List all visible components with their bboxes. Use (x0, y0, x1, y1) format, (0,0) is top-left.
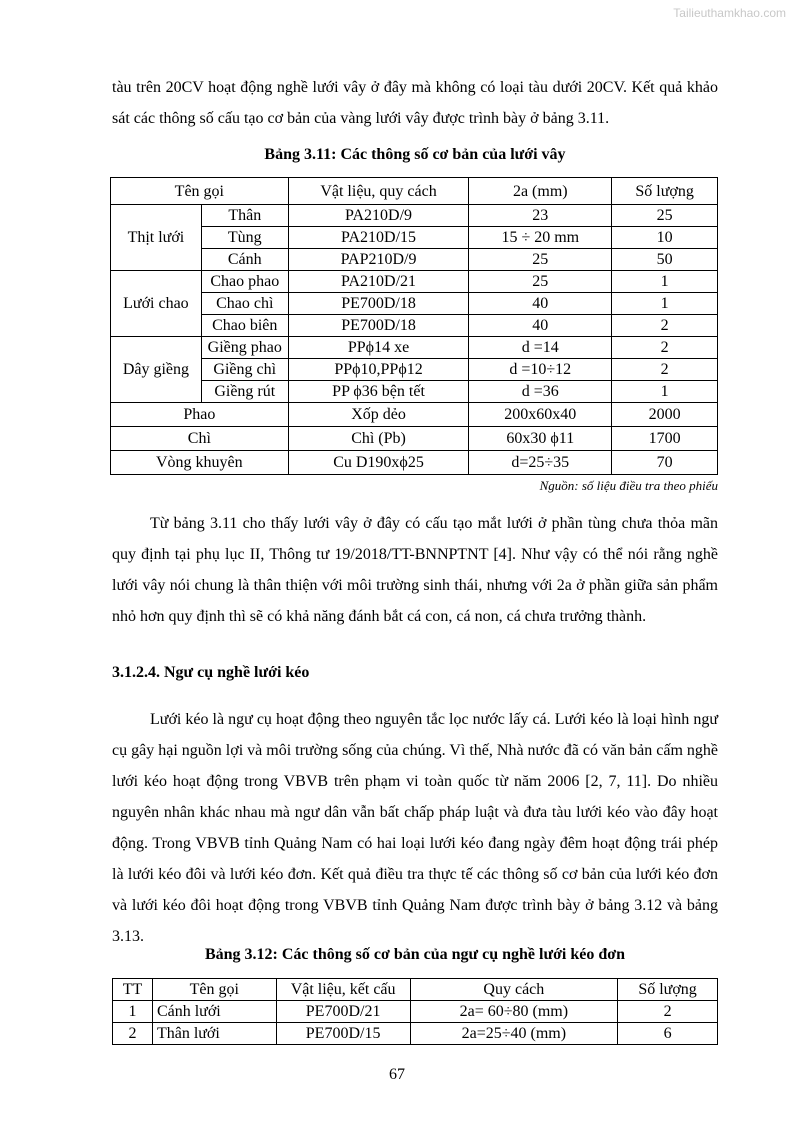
quantity-cell: 2 (618, 1001, 718, 1023)
mesh-cell: d=25÷35 (469, 451, 612, 475)
table-3-12 (112, 978, 718, 1045)
index-cell: 2 (113, 1023, 153, 1045)
part-name: Tùng (201, 227, 288, 249)
header-index: TT (113, 979, 153, 1001)
quantity-cell: 2 (612, 315, 718, 337)
item-name: Phao (111, 403, 289, 427)
table-row (111, 271, 718, 293)
quantity-cell: 70 (612, 451, 718, 475)
table-row (113, 1023, 718, 1045)
watermark: Tailieuthamkhao.com (673, 6, 786, 20)
quantity-cell: 2 (612, 337, 718, 359)
header-quantity: Số lượng (612, 178, 718, 205)
header-name: Tên gọi (111, 178, 289, 205)
page-number: 67 (389, 1066, 405, 1083)
table-3-12-caption: Bảng 3.12: Các thông số cơ bản của ngư cụ nghề lưới kéo đơn (204, 946, 626, 963)
material-cell: PPϕ14 xe (288, 337, 469, 359)
item-name: Chì (111, 427, 289, 451)
paragraph-analysis: Từ bảng 3.11 cho thấy lưới vây ở đây có cấu tạo mắt lưới ở phần tùng chưa thỏa mãn quy định tại phụ lục II, Thông tư 19/2018/TT-BNNPTNT [4]. Như vậy có thể nói rằng nghề lưới vây nói chung là thân thiện với môi trường sinh thái, nhưng với 2a ở phần giữa sản phẩm nhỏ hơn quy định thì sẽ có khả năng đánh bắt cá con, cá non, cá chưa trưởng thành. (112, 515, 718, 625)
quantity-cell: 25 (612, 205, 718, 227)
table-row (111, 337, 718, 359)
quantity-cell: 2 (612, 359, 718, 381)
table-row (111, 451, 718, 475)
mesh-cell: 23 (469, 205, 612, 227)
table-header-row (111, 178, 718, 205)
section-heading: 3.1.2.4. Ngư cụ nghề lưới kéo (112, 664, 310, 681)
material-cell: PP ϕ36 bện tết (288, 381, 469, 403)
part-name: Thân (201, 205, 288, 227)
material-cell: PAP210D/9 (288, 249, 469, 271)
material-cell: PE700D/21 (276, 1001, 410, 1023)
header-mesh: 2a (mm) (469, 178, 612, 205)
quantity-cell: 1 (612, 271, 718, 293)
group-name: Thịt lưới (111, 205, 202, 271)
mesh-cell: 15 ÷ 20 mm (469, 227, 612, 249)
table-row (111, 227, 718, 249)
mesh-cell: d =10÷12 (469, 359, 612, 381)
index-cell: 1 (113, 1001, 153, 1023)
part-name: Giềng phao (201, 337, 288, 359)
name-cell: Cánh lưới (152, 1001, 276, 1023)
table-row (111, 381, 718, 403)
table-row (113, 1001, 718, 1023)
mesh-cell: d =14 (469, 337, 612, 359)
mesh-cell: 200x60x40 (469, 403, 612, 427)
table-row (111, 205, 718, 227)
header-material: Vật liệu, quy cách (288, 178, 469, 205)
quantity-cell: 50 (612, 249, 718, 271)
part-name: Chao chì (201, 293, 288, 315)
material-cell: Cu D190xϕ25 (288, 451, 469, 475)
quantity-cell: 2000 (612, 403, 718, 427)
group-name: Dây giềng (111, 337, 202, 403)
table-header-row (113, 979, 718, 1001)
table-row (111, 315, 718, 337)
paragraph-trawl: Lưới kéo là ngư cụ hoạt động theo nguyên tắc lọc nước lấy cá. Lưới kéo là loại hình ngư cụ gây hại nguồn lợi và môi trường sống của chúng. Vì thế, Nhà nước đã có văn bản cấm nghề lưới kéo hoạt động trong VBVB trên phạm vi toàn quốc từ năm 2006 [2, 7, 11]. Do nhiều nguyên nhân khác nhau mà ngư dân vẫn bất chấp pháp luật và đưa tàu lưới kéo vào đây hoạt động. Trong VBVB tỉnh Quảng Nam có hai loại lưới kéo đang ngày đêm hoạt động trái phép là lưới kéo đôi và lưới kéo đơn. Kết quả điều tra thực tế các thông số cơ bản của lưới kéo đơn và lưới kéo đôi hoạt động trong VBVB tỉnh Quảng Nam được trình bày ở bảng 3.12 và bảng 3.13. (112, 711, 718, 945)
spec-cell: 2a= 60÷80 (mm) (410, 1001, 618, 1023)
table-row (111, 403, 718, 427)
quantity-cell: 10 (612, 227, 718, 249)
name-cell: Thân lưới (152, 1023, 276, 1045)
mesh-cell: 40 (469, 293, 612, 315)
table-3-11 (110, 177, 718, 475)
quantity-cell: 1 (612, 381, 718, 403)
material-cell: PPϕ10,PPϕ12 (288, 359, 469, 381)
quantity-cell: 1 (612, 293, 718, 315)
table-row (111, 427, 718, 451)
material-cell: PE700D/15 (276, 1023, 410, 1045)
material-cell: Chì (Pb) (288, 427, 469, 451)
part-name: Chao biên (201, 315, 288, 337)
material-cell: Xốp dẻo (288, 403, 469, 427)
paragraph-intro: tàu trên 20CV hoạt động nghề lưới vây ở đây mà không có loại tàu dưới 20CV. Kết quả khảo sát các thông số cấu tạo cơ bản của vàng lưới vây được trình bày ở bảng 3.11. (112, 79, 718, 127)
mesh-cell: d =36 (469, 381, 612, 403)
part-name: Giềng rút (201, 381, 288, 403)
item-name: Vòng khuyên (111, 451, 289, 475)
table-row (111, 293, 718, 315)
material-cell: PA210D/21 (288, 271, 469, 293)
material-cell: PE700D/18 (288, 315, 469, 337)
table-3-11-caption: Bảng 3.11: Các thông số cơ bản của lưới vây (264, 146, 566, 163)
header-spec: Quy cách (410, 979, 618, 1001)
group-name: Lưới chao (111, 271, 202, 337)
quantity-cell: 6 (618, 1023, 718, 1045)
part-name: Chao phao (201, 271, 288, 293)
spec-cell: 2a=25÷40 (mm) (410, 1023, 618, 1045)
table-row (111, 359, 718, 381)
table-row (111, 249, 718, 271)
material-cell: PA210D/9 (288, 205, 469, 227)
header-name: Tên gọi (152, 979, 276, 1001)
quantity-cell: 1700 (612, 427, 718, 451)
material-cell: PE700D/18 (288, 293, 469, 315)
part-name: Cánh (201, 249, 288, 271)
mesh-cell: 40 (469, 315, 612, 337)
header-material: Vật liệu, kết cấu (276, 979, 410, 1001)
mesh-cell: 60x30 ϕ11 (469, 427, 612, 451)
part-name: Giềng chì (201, 359, 288, 381)
mesh-cell: 25 (469, 271, 612, 293)
header-quantity: Số lượng (618, 979, 718, 1001)
table-source-note: Nguồn: số liệu điều tra theo phiếu (539, 478, 718, 493)
mesh-cell: 25 (469, 249, 612, 271)
material-cell: PA210D/15 (288, 227, 469, 249)
